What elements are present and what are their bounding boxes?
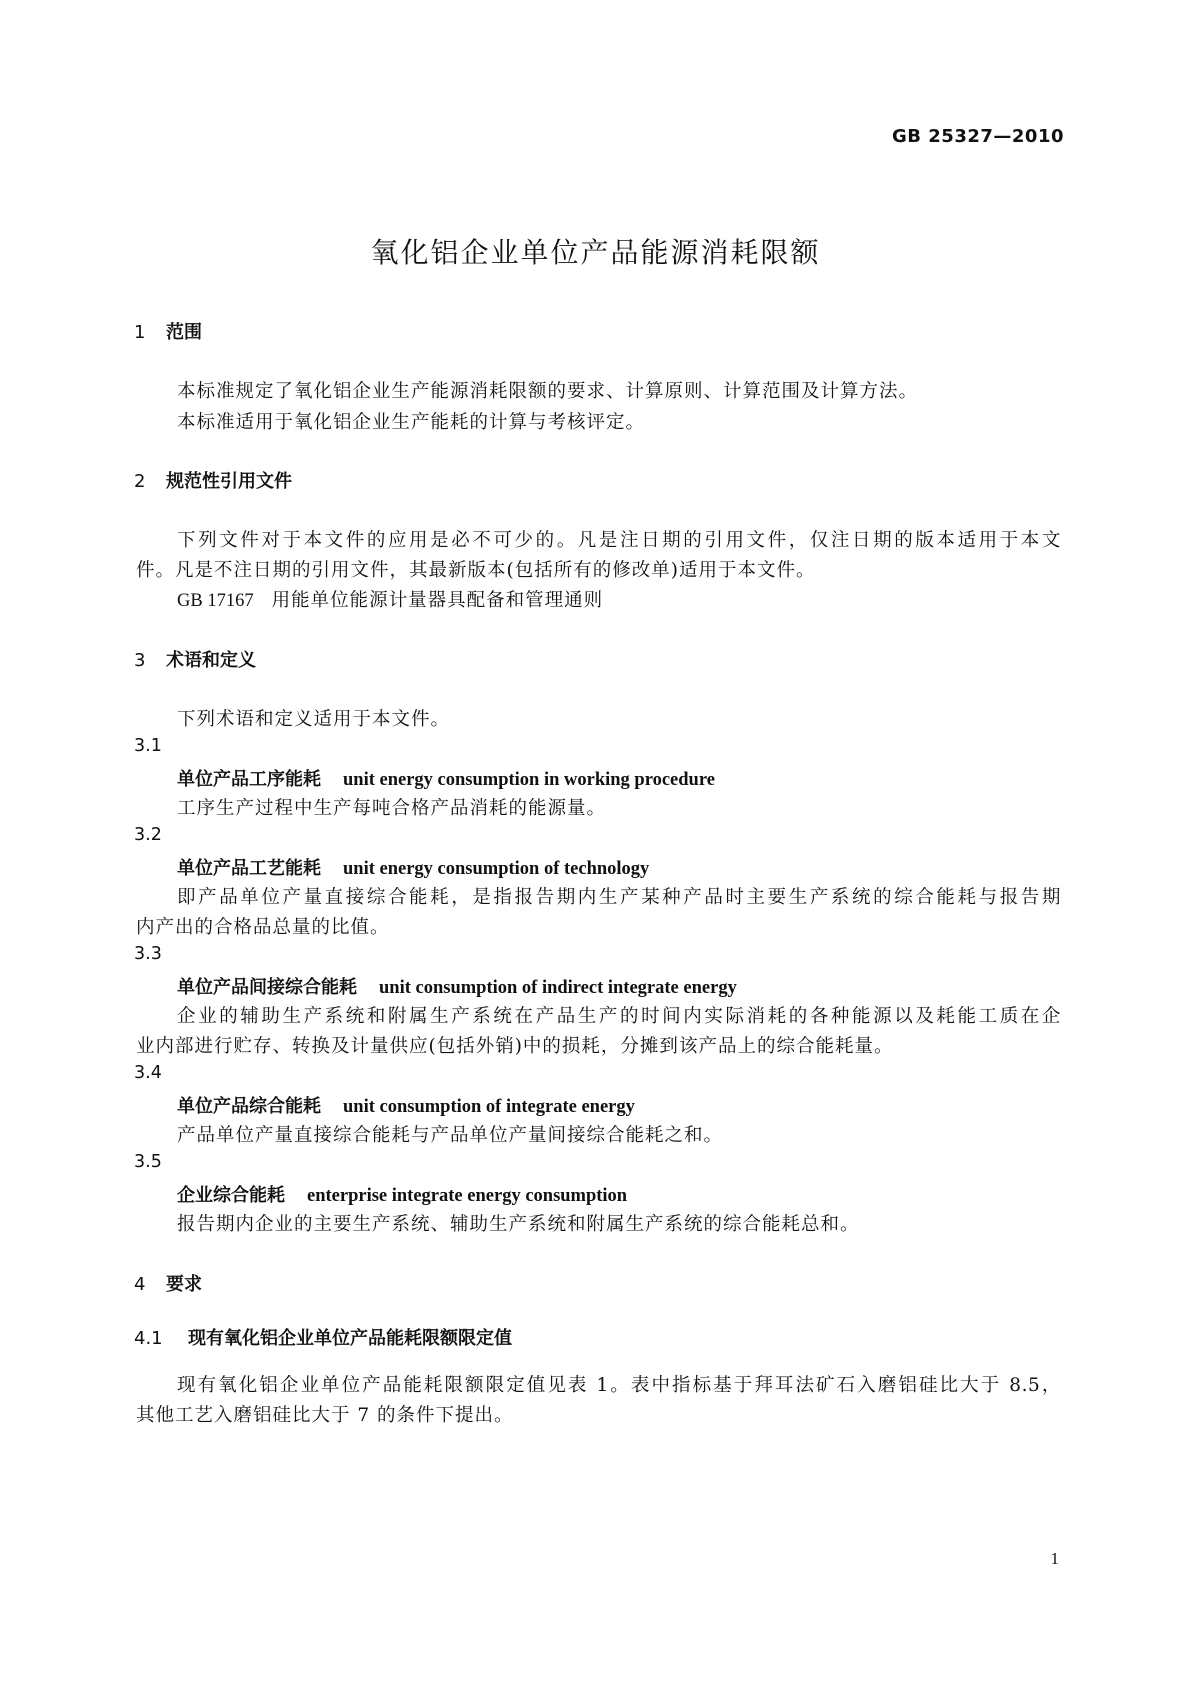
- page-title: 氧化铝企业单位产品能源消耗限额: [370, 236, 821, 269]
- reference-code: GB 17167: [177, 591, 254, 611]
- term-heading: [177, 854, 649, 880]
- section-number: 3: [134, 650, 146, 671]
- term-heading: [177, 973, 737, 999]
- page-number: 1: [1050, 1549, 1059, 1568]
- section-1-paragraph-2: 本标准适用于氧化铝企业生产能耗的计算与考核评定。: [177, 412, 646, 433]
- term-definition: 产品单位产量直接综合能耗与产品单位产量间接综合能耗之和。: [177, 1125, 724, 1146]
- term-english: unit energy consumption of technology: [343, 859, 650, 879]
- term-english: unit consumption of indirect integrate energy: [379, 978, 737, 998]
- term-number: 3.1: [134, 736, 162, 756]
- section-title: 范围: [166, 322, 202, 343]
- term-number: 3.4: [134, 1063, 162, 1083]
- term-chinese: 企业综合能耗: [177, 1185, 285, 1206]
- subsection-number: 4.1: [134, 1328, 163, 1349]
- section-3-intro: 下列术语和定义适用于本文件。: [177, 709, 451, 730]
- term-definition: 报告期内企业的主要生产系统、辅助生产系统和附属生产系统的综合能耗总和。: [177, 1214, 860, 1235]
- section-2-paragraph-line-1: 下列文件对于本文件的应用是必不可少的。凡是注日期的引用文件，仅注日期的版本适用于本文: [177, 530, 1061, 551]
- standard-number: GB 25327—2010: [892, 126, 1064, 147]
- section-title: 要求: [166, 1274, 202, 1295]
- term-definition-line-2: 业内部进行贮存、转换及计量供应(包括外销)中的损耗，分摊到该产品上的综合能耗量。: [136, 1036, 894, 1057]
- term-number: 3.2: [134, 825, 162, 845]
- section-number: 2: [134, 471, 146, 492]
- term-chinese: 单位产品间接综合能耗: [177, 977, 357, 998]
- term-chinese: 单位产品工艺能耗: [177, 858, 321, 879]
- term-number: 3.3: [134, 944, 162, 964]
- term-english: unit energy consumption in working procedure: [343, 770, 715, 790]
- section-number: 4: [134, 1274, 146, 1295]
- term-english: unit consumption of integrate energy: [343, 1097, 635, 1117]
- subsection-title: 现有氧化铝企业单位产品能耗限额限定值: [188, 1328, 512, 1349]
- term-heading: [177, 1092, 635, 1118]
- section-number: 1: [134, 322, 146, 343]
- term-definition: 工序生产过程中生产每吨合格产品消耗的能源量。: [177, 798, 607, 819]
- section-title: 规范性引用文件: [166, 471, 292, 492]
- term-english: enterprise integrate energy consumption: [307, 1186, 628, 1206]
- term-heading: [177, 1181, 627, 1207]
- subsection-4-1-heading: [134, 1324, 512, 1350]
- subsection-4-1-paragraph-line-1: 现有氧化铝企业单位产品能耗限额限定值见表 1。表中指标基于拜耳法矿石入磨铝硅比大于 8.5，: [177, 1375, 1061, 1396]
- term-definition-line-1: 企业的辅助生产系统和附属生产系统在产品生产的时间内实际消耗的各种能源以及耗能工质在企: [177, 1006, 1061, 1027]
- section-1-paragraph-1: 本标准规定了氧化铝企业生产能源消耗限额的要求、计算原则、计算范围及计算方法。: [177, 381, 919, 402]
- term-definition-line-2: 内产出的合格品总量的比值。: [136, 917, 390, 938]
- term-heading: [177, 765, 715, 791]
- term-number: 3.5: [134, 1152, 162, 1172]
- section-1-heading: [134, 318, 202, 344]
- term-chinese: 单位产品综合能耗: [177, 1096, 321, 1117]
- normative-reference: [177, 586, 603, 612]
- section-2-heading: [134, 467, 292, 493]
- section-title: 术语和定义: [166, 650, 256, 671]
- subsection-4-1-paragraph-line-2: 其他工艺入磨铝硅比大于 7 的条件下提出。: [136, 1405, 514, 1426]
- section-2-paragraph-line-2: 件。凡是不注日期的引用文件，其最新版本(包括所有的修改单)适用于本文件。: [136, 560, 816, 581]
- section-4-heading: [134, 1270, 202, 1296]
- reference-title: 用能单位能源计量器具配备和管理通则: [271, 590, 604, 611]
- term-chinese: 单位产品工序能耗: [177, 769, 321, 790]
- section-3-heading: [134, 646, 256, 672]
- term-definition-line-1: 即产品单位产量直接综合能耗，是指报告期内生产某种产品时主要生产系统的综合能耗与报告期: [177, 887, 1061, 908]
